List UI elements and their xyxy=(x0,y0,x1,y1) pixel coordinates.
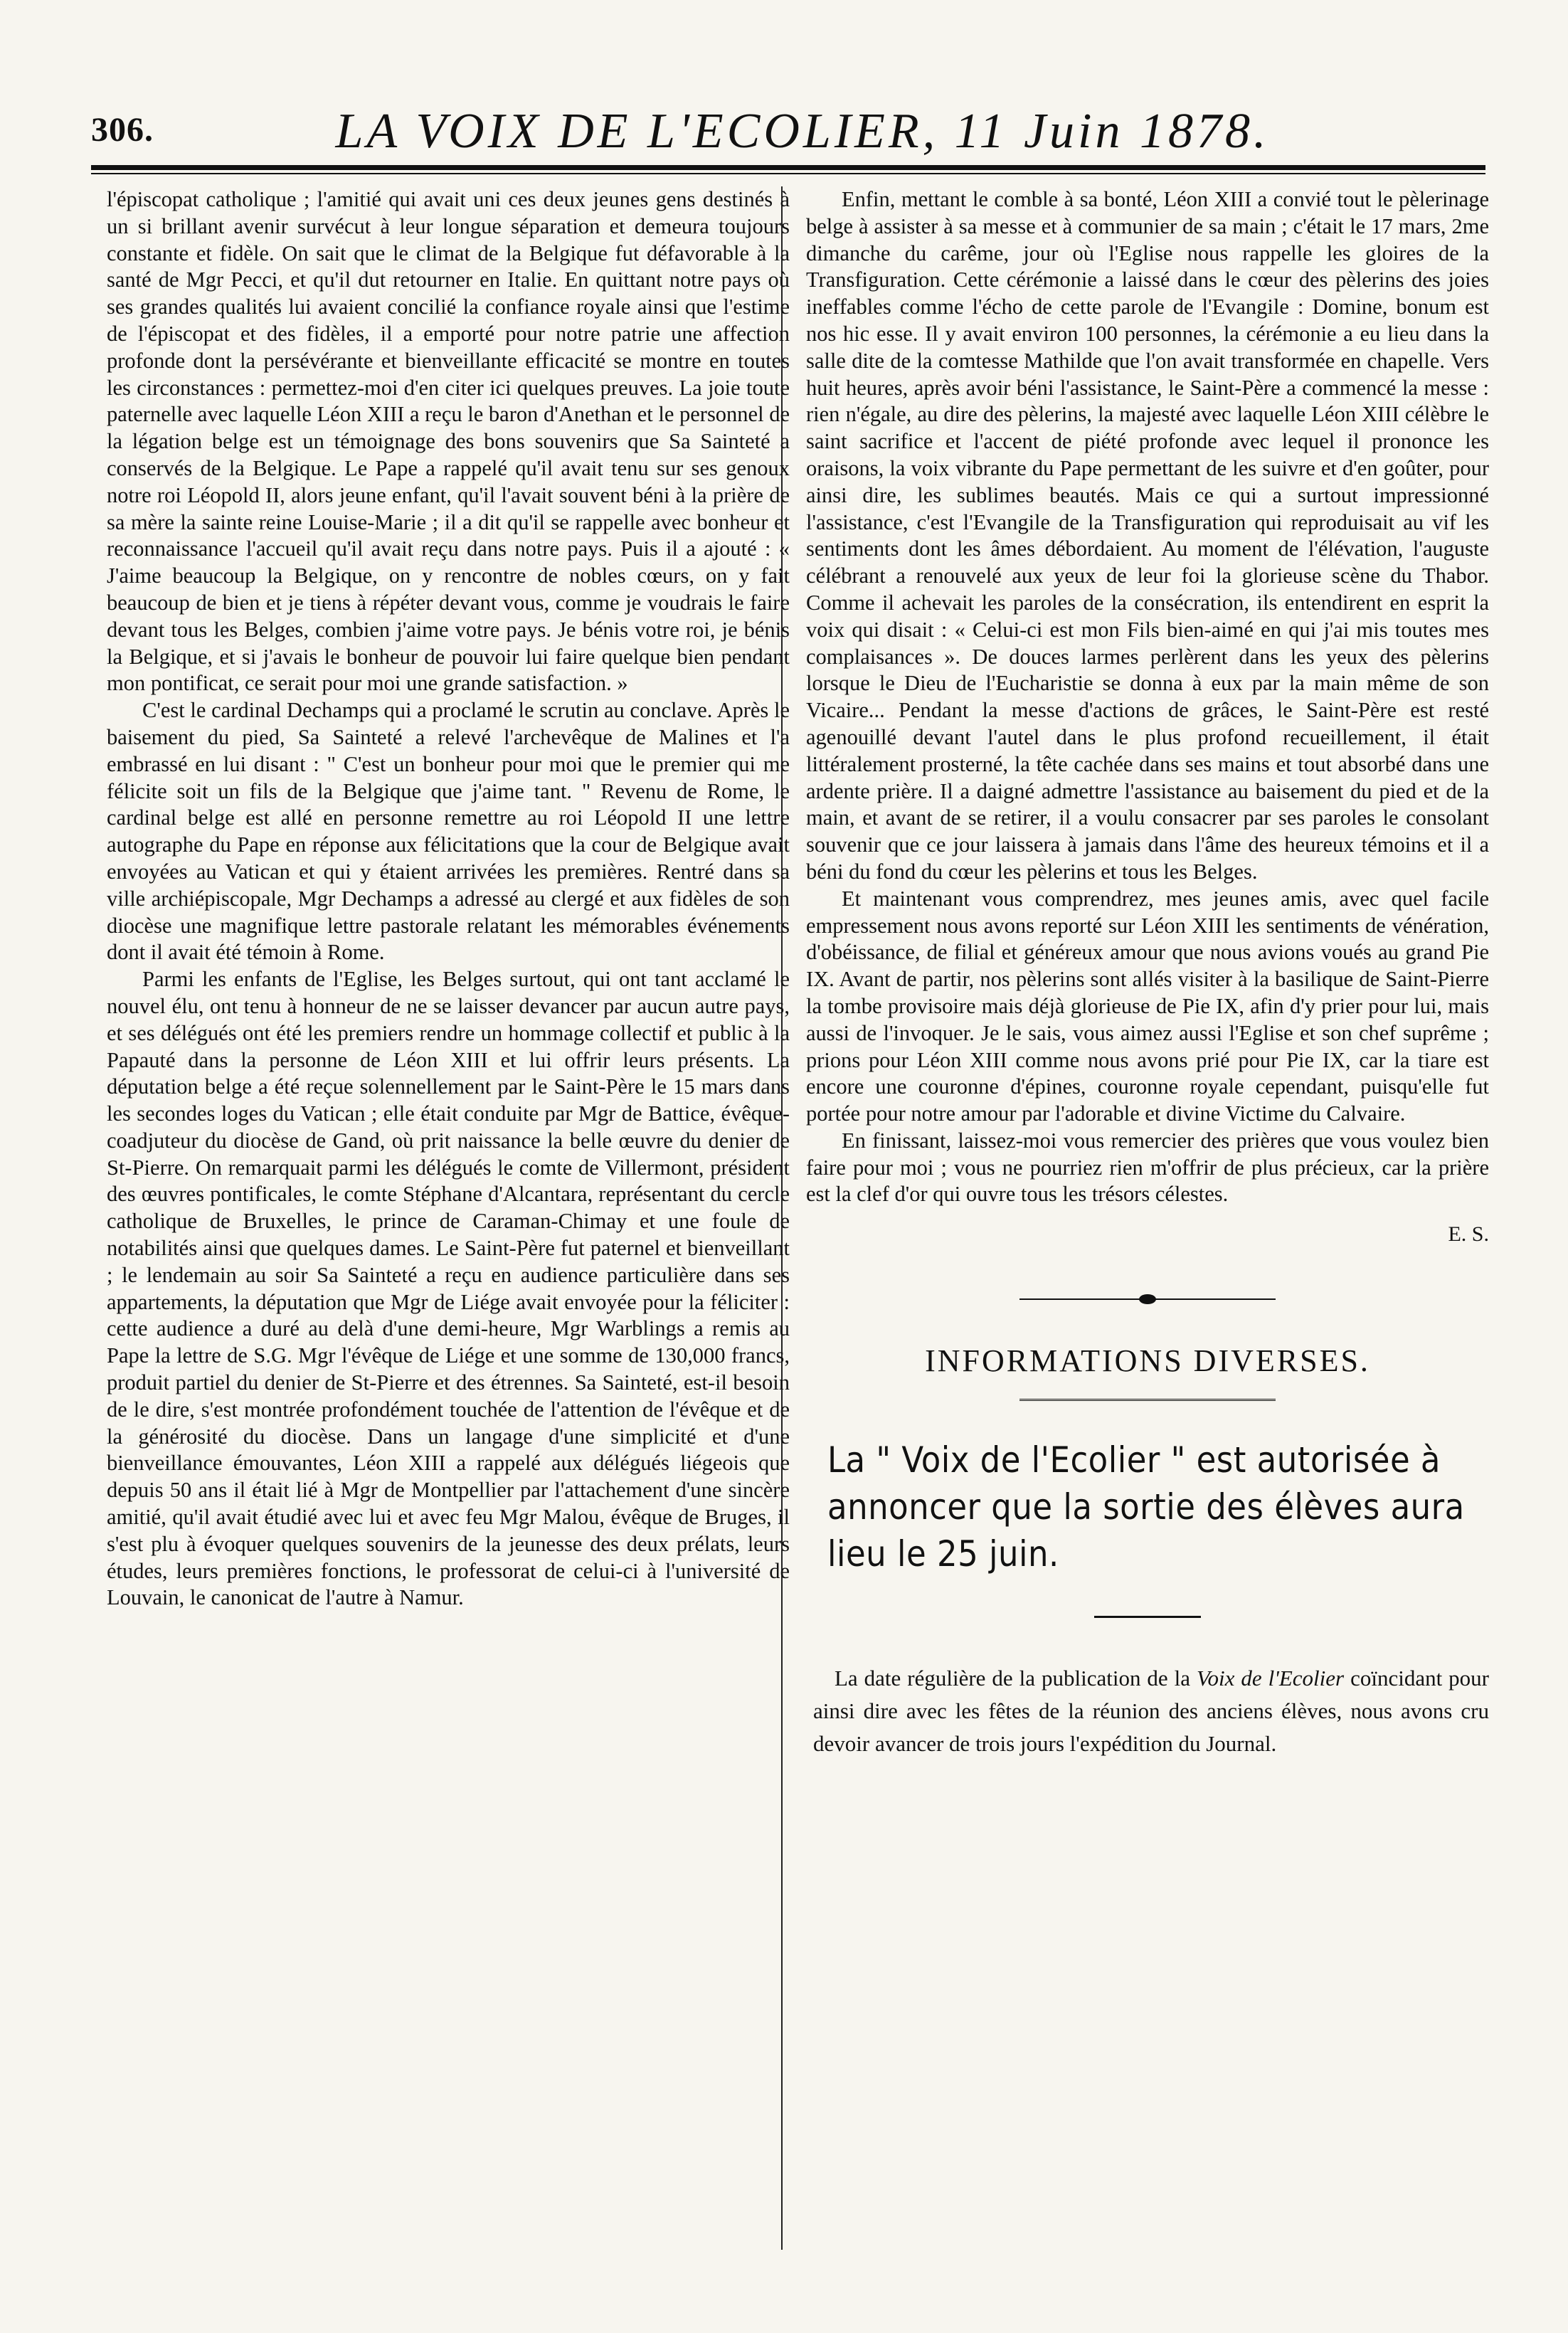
left-column xyxy=(107,186,790,1612)
footnote-text-end: coïncidant pour ainsi dire avec les fêtes de la réunion des anciens élèves, nous avons cru devoir avancer de trois jours l'expédition du Journal. xyxy=(813,1665,1489,1756)
left-paragraph-1: l'épiscopat catholique ; l'amitié qui avait uni ces deux jeunes gens destinés à un si brillant avenir survécut à leur longue séparation et demeura toujours constante et fidèle. On sait que le climat de la Belgique fut défavorable à la santé de Mgr Pecci, et qu'il dut retourner en Italie. En quittant notre pays où ses grandes qualités lui avaient concilié la confiance royale ainsi que l'estime de l'épiscopat et des fidèles, il a emporté pour notre patrie une affection profonde dont la persévérante et bienveillante efficacité se montre en toutes les circonstances : permettez-moi d'en citer ici quelques preuves. La joie toute paternelle avec laquelle Léon XIII a reçu le baron d'Anethan et le personnel de la légation belge est un témoignage des bons souvenirs que Sa Sainteté a conservés de la Belgique. Le Pape a rappelé qu'il avait tenu sur ses genoux notre roi Léopold II, alors jeune enfant, qu'il l'avait souvent béni à la prière de sa mère la sainte reine Louise-Marie ; il a dit qu'il se rappelle avec bonheur et reconnaissance l'accueil qu'il avait reçu dans notre pays. Puis il a ajouté : « J'aime beaucoup la Belgique, on y rencontre de nobles cœurs, on y fait beaucoup de bien et je tiens à répéter devant vous, comme je voudrais le faire devant tous les Belges, combien j'aime votre pays. Je bénis votre roi, je bénis la Belgique, et si j'avais le bonheur de pouvoir lui faire quelque bien pendant mon pontificat, ce serait pour moi une grande satisfaction. » xyxy=(107,187,790,696)
footnote-journal-name: Voix de l'Ecolier xyxy=(1197,1665,1345,1691)
footnote-text-start: La date régulière de la publication de la xyxy=(835,1665,1197,1691)
page-number: 306. xyxy=(91,111,154,149)
notice-announcement: La " Voix de l'Ecolier " est autorisée à annoncer que la sortie des élèves aura lieu le 25 juin. xyxy=(827,1439,1465,1575)
journal-title: LA VOIX DE L'ECOLIER, 11 Juin 1878. xyxy=(335,104,1270,159)
section-title: INFORMATIONS DIVERSES. xyxy=(925,1343,1370,1379)
footnote xyxy=(806,1662,1489,1760)
right-paragraph-1: Enfin, mettant le comble à sa bonté, Léon XIII a convié tout le pèlerinage belge à assister à sa messe et à communier de sa main ; c'était le 17 mars, 2me dimanche du carême, jour où l'Eglise nous rappelle les gloires de la Transfiguration. Cette cérémonie a laissé dans le cœur des pèlerins des joies ineffables comme l'écho de cette parole de l'Evangile : Domine, bonum est nos hic esse. Il y avait environ 100 personnes, la cérémonie a eu lieu dans la salle dite de la comtesse Mathilde que l'on avait transformée en chapelle. Vers huit heures, après avoir béni l'assistance, le Saint-Père a commencé la messe : rien n'égale, au dire des pèlerins, la majesté avec laquelle Léon XIII célèbre le saint sacrifice et l'accent de piété profonde avec lequel il prononce les oraisons, la voix vibrante du Pape permettant de les suivre et d'en goûter, pour ainsi dire, les sublimes beautés. Mais ce qui a surtout impressionné l'assistance, c'est l'Evangile de la Transfiguration qui reproduisait au vif les sentiments dont les âmes débordaient. Au moment de l'élévation, l'auguste célébrant a renouvelé aux yeux de leur foi la glorieuse scène du Thabor. Comme il achevait les paroles de la consécration, ils entendirent en esprit la voix qui disait : « Celui-ci est mon Fils bien-aimé en qui j'ai mis toutes mes complaisances ». De douces larmes perlèrent dans les yeux des pèlerins lorsque le Dieu de l'Eucharistie se donna à eux par la main même de son Vicaire... Pendant la messe d'actions de grâces, le Saint-Père est resté agenouillé devant l'autel dans le plus profond recueillement, il était littéralement prosterné, la tête cachée dans ses mains et tout absorbé dans une ardente prière. Il a daigné admettre l'assistance au baisement du pied et de la main, et avant de se retirer, il a voulu consacrer par ses paroles le consolant souvenir que ce jour laissera à jamais dans l'âme des heureux témoins et il a béni du fond du cœur les pèlerins et tous les Belges. xyxy=(806,187,1489,884)
right-column xyxy=(806,186,1489,1760)
left-paragraph-2: C'est le cardinal Dechamps qui a proclamé le scrutin au conclave. Après le baisement du pied, Sa Sainteté a relevé l'archevêque de Malines et l'a embrassé en lui disant : " C'est un bonheur pour moi que le premier qui me félicite soit un fils de la Belgique que j'aime tant. " Revenu de Rome, le cardinal belge est allé en personne remettre au roi Léopold II une lettre autographe du Pape en réponse aux félicitations que la cour de Belgique avait envoyées au Vatican et qui y étaient arrivées les premières. Rentré dans sa ville archiépiscopale, Mgr Dechamps a adressé au clergé et aux fidèles de son diocèse une magnifique lettre pastorale relatant les mémorables événements dont il avait été témoin à Rome. xyxy=(107,698,790,965)
page-header xyxy=(91,103,1478,167)
section-rule xyxy=(1019,1399,1276,1404)
right-paragraph-3: En finissant, laissez-moi vous remercier des prières que vous voulez bien faire pour moi ; vous ne pourriez rien m'offrir de plus précieux, car la prière est la clef d'or qui ouvre tous les trésors célestes. xyxy=(806,1128,1489,1207)
left-paragraph-3: Parmi les enfants de l'Eglise, les Belges surtout, qui ont tant acclamé le nouvel élu, ont tenu à honneur de ne se laisser devancer par aucun autre pays, et ses délégués ont été les premiers rendre un hommage collectif et public à la Papauté dans la personne de Léon XIII et lui offrir leurs présents. La députation belge a été reçue solennellement par le Saint-Père le 15 mars dans les secondes loges du Vatican ; elle était conduite par Mgr de Battice, évêque-coadjuteur du diocèse de Gand, où prit naissance la belle œuvre du denier de St-Pierre. On remarquait parmi les délégués le comte de Villermont, président des œuvres pontificales, le comte Stéphane d'Alcantara, représentant du cercle catholique de Bruxelles, le prince de Caraman-Chimay et une foule de notabilités ainsi que quelques dames. Le Saint-Père fut paternel et bienveillant ; le lendemain au soir Sa Sainteté a reçu en audience particulière dans ses appartements, la députation que Mgr de Liége avait envoyée pour la féliciter : cette audience a duré au delà d'une demi-heure, Mgr Warblings a remis au Pape la lettre de S.G. Mgr l'évêque de Liége et une somme de 130,000 francs, produit partiel du denier de St-Pierre et des étrennes. Sa Sainteté, est-il besoin de le dire, s'est montrée profondément touchée de l'attention de l'évêque et de la générosité du diocèse. Dans un langage d'une simplicité et d'une bienveillance émouvantes, Léon XIII a rappelé aux délégués liégeois que depuis 50 ans il était lié à Mgr de Montpellier par l'attachement d'une sincère amitié, qu'il avait étudié avec lui et avec feu Mgr Malou, évêque de Bruges, il s'est plu à évoquer quelques souvenirs de la jeunesse des deux prélats, leurs études, leurs premières fonctions, le professorat de celui-ci à l'université de Louvain, le canonicat de l'autre à Namur. xyxy=(107,967,790,1610)
header-rule xyxy=(91,165,1485,174)
ornamental-divider xyxy=(1019,1292,1276,1306)
author-signature: E. S. xyxy=(1448,1222,1489,1247)
short-divider xyxy=(1094,1616,1201,1618)
right-paragraph-2: Et maintenant vous comprendrez, mes jeunes amis, avec quel facile empressement nous avons reporté sur Léon XIII les sentiments de vénération, d'obéissance, de filial et généreux amour que nous avions voués au grand Pie IX. Avant de partir, nos pèlerins sont allés visiter à la basilique de Saint-Pierre la tombe provisoire mais déjà glorieuse de Pie IX, afin d'y prier pour lui, mais aussi de l'invoquer. Je le sais, vous aimez aussi l'Eglise et son chef suprême ; prions pour Léon XIII comme nous avons prié pour Pie IX, car la tiare est encore une couronne d'épines, couronne royale cependant, puisqu'elle fut portée pour notre amour par l'adorable et divine Victime du Calvaire. xyxy=(806,886,1489,1126)
